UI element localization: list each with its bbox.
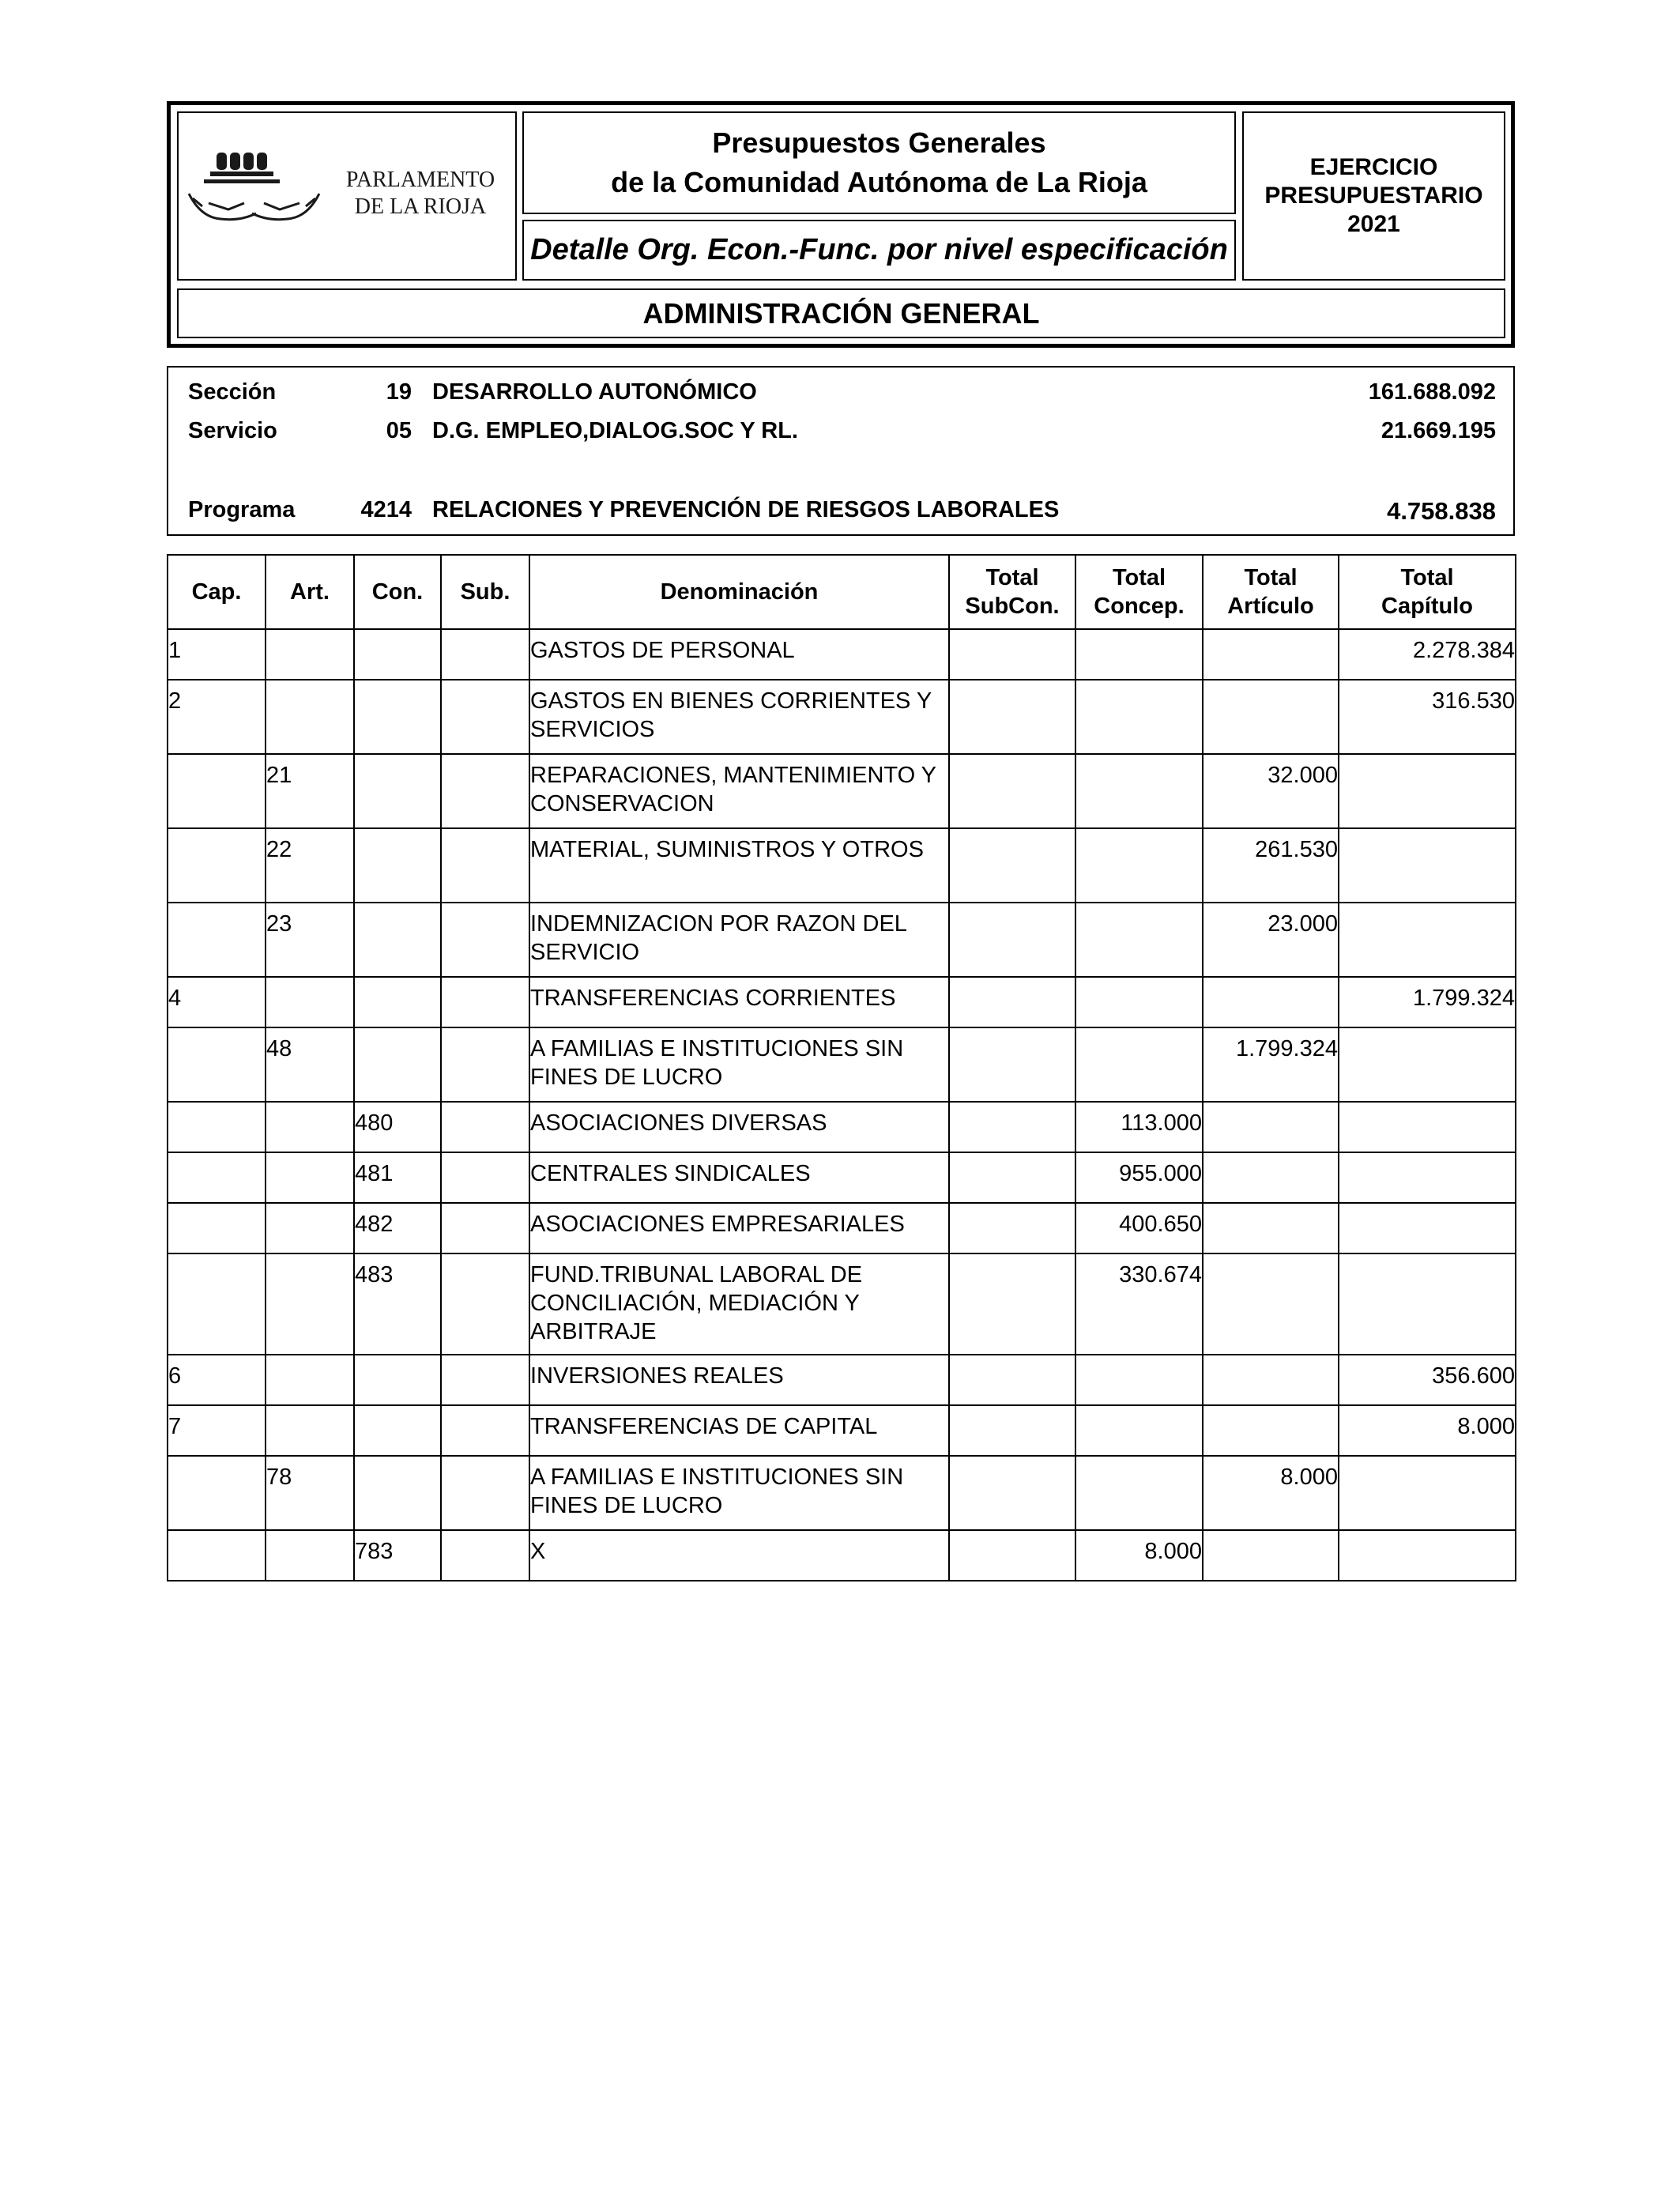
cell-con (354, 629, 441, 680)
cell-cap (168, 1102, 266, 1152)
cell-subcon (949, 754, 1075, 828)
cell-capitulo: 2.278.384 (1339, 629, 1516, 680)
servicio-amount: 21.669.195 (1381, 418, 1496, 443)
cell-sub (441, 1355, 529, 1405)
cell-den: REPARACIONES, MANTENIMIENTO Y CONSERVACION (529, 754, 949, 828)
cell-capitulo (1339, 1102, 1516, 1152)
budget-table (167, 554, 1516, 1581)
cell-articulo (1203, 1405, 1339, 1456)
seccion-name: DESARROLLO AUTONÓMICO (432, 379, 757, 405)
cell-art: 48 (266, 1027, 354, 1102)
cell-concep (1075, 754, 1203, 828)
cell-sub (441, 977, 529, 1027)
cell-cap (168, 1456, 266, 1530)
cell-cap (168, 1027, 266, 1102)
cell-concep: 113.000 (1075, 1102, 1203, 1152)
cell-art (266, 1203, 354, 1253)
cell-capitulo (1339, 1027, 1516, 1102)
cell-cap: 2 (168, 680, 266, 754)
cell-con (354, 828, 441, 903)
cell-capitulo (1339, 1253, 1516, 1355)
cell-art (266, 1405, 354, 1456)
cell-subcon (949, 828, 1075, 903)
cell-con (354, 680, 441, 754)
programa-label: Programa (188, 497, 296, 522)
cell-capitulo (1339, 1456, 1516, 1530)
cell-den: FUND.TRIBUNAL LABORAL DE CONCILIACIÓN, MEDIACIÓN Y ARBITRAJE (529, 1253, 949, 1355)
cell-sub (441, 680, 529, 754)
table-row (168, 1405, 1516, 1456)
cell-den: GASTOS EN BIENES CORRIENTES Y SERVICIOS (529, 680, 949, 754)
cell-subcon (949, 977, 1075, 1027)
header-total-concep-line2: Concep. (1094, 594, 1185, 619)
header-total-articulo (1203, 555, 1339, 629)
info-row-seccion (168, 379, 1513, 411)
cell-den: GASTOS DE PERSONAL (529, 629, 949, 680)
cell-cap (168, 1253, 266, 1355)
cell-con (354, 1027, 441, 1102)
cell-concep (1075, 1456, 1203, 1530)
header-total-subcon (949, 555, 1075, 629)
cell-con (354, 1355, 441, 1405)
table-row (168, 1152, 1516, 1203)
cell-sub (441, 1530, 529, 1581)
table-row (168, 1456, 1516, 1530)
header-total-capitulo-line1: Total (1400, 565, 1454, 590)
cell-articulo: 261.530 (1203, 828, 1339, 903)
year-line-3: 2021 (1347, 211, 1400, 237)
cell-capitulo: 356.600 (1339, 1355, 1516, 1405)
cell-subcon (949, 1530, 1075, 1581)
cell-subcon (949, 1405, 1075, 1456)
table-row (168, 1203, 1516, 1253)
table-row (168, 1253, 1516, 1355)
cell-den: X (529, 1530, 949, 1581)
cell-art (266, 629, 354, 680)
cell-cap (168, 1203, 266, 1253)
table-body (168, 629, 1516, 1581)
cell-art (266, 1152, 354, 1203)
report-subtitle: Detalle Org. Econ.-Func. por nivel especificación (530, 233, 1228, 266)
cell-den: INDEMNIZACION POR RAZON DEL SERVICIO (529, 903, 949, 977)
cell-capitulo (1339, 1203, 1516, 1253)
cell-den: ASOCIACIONES EMPRESARIALES (529, 1203, 949, 1253)
table-row (168, 1102, 1516, 1152)
cell-art (266, 1355, 354, 1405)
programa-code: 4214 (360, 497, 412, 522)
cell-cap (168, 1152, 266, 1203)
cell-sub (441, 1253, 529, 1355)
logo-box (177, 111, 517, 281)
cell-articulo (1203, 1253, 1339, 1355)
cell-cap: 4 (168, 977, 266, 1027)
info-row-programa (168, 497, 1513, 529)
cell-concep: 400.650 (1075, 1203, 1203, 1253)
cell-concep (1075, 828, 1203, 903)
cell-con (354, 754, 441, 828)
cell-concep (1075, 680, 1203, 754)
logo-text (326, 167, 515, 221)
logo-line-2: DE LA RIOJA (354, 194, 487, 219)
cell-art: 21 (266, 754, 354, 828)
cell-sub (441, 1456, 529, 1530)
table-row (168, 629, 1516, 680)
cell-art (266, 1530, 354, 1581)
cell-capitulo (1339, 754, 1516, 828)
seccion-amount: 161.688.092 (1368, 379, 1496, 405)
cell-sub (441, 1027, 529, 1102)
cell-den: CENTRALES SINDICALES (529, 1152, 949, 1203)
cell-con: 480 (354, 1102, 441, 1152)
cell-concep (1075, 1027, 1203, 1102)
cell-den: INVERSIONES REALES (529, 1355, 949, 1405)
cell-con (354, 1405, 441, 1456)
cell-sub (441, 1102, 529, 1152)
cell-concep (1075, 903, 1203, 977)
cell-con: 483 (354, 1253, 441, 1355)
info-row-servicio (168, 418, 1513, 450)
cell-cap: 1 (168, 629, 266, 680)
header-total-articulo-line1: Total (1244, 565, 1298, 590)
cell-den: TRANSFERENCIAS DE CAPITAL (529, 1405, 949, 1456)
year-box (1242, 111, 1505, 281)
cell-art: 23 (266, 903, 354, 977)
subtitle-box (522, 220, 1236, 281)
admin-title: ADMINISTRACIÓN GENERAL (642, 296, 1040, 330)
admin-box (177, 288, 1505, 338)
cell-capitulo: 316.530 (1339, 680, 1516, 754)
cell-cap: 7 (168, 1405, 266, 1456)
cell-concep (1075, 977, 1203, 1027)
table-row (168, 903, 1516, 977)
seccion-code: 19 (386, 379, 412, 405)
cell-den: A FAMILIAS E INSTITUCIONES SIN FINES DE LUCRO (529, 1456, 949, 1530)
info-box (167, 366, 1515, 536)
cell-subcon (949, 1203, 1075, 1253)
cell-sub (441, 1405, 529, 1456)
cell-con (354, 903, 441, 977)
cell-articulo (1203, 1355, 1339, 1405)
cell-concep (1075, 1405, 1203, 1456)
cell-capitulo (1339, 903, 1516, 977)
programa-amount: 4.758.838 (1387, 497, 1496, 525)
cell-den: ASOCIACIONES DIVERSAS (529, 1102, 949, 1152)
cell-den: MATERIAL, SUMINISTROS Y OTROS (529, 828, 949, 903)
cell-capitulo (1339, 828, 1516, 903)
header-total-capitulo-line2: Capítulo (1381, 594, 1473, 619)
header-denominacion: Denominación (529, 555, 949, 629)
cell-articulo (1203, 1203, 1339, 1253)
cell-subcon (949, 1456, 1075, 1530)
header-total-capitulo (1339, 555, 1516, 629)
cell-articulo (1203, 629, 1339, 680)
cell-den: A FAMILIAS E INSTITUCIONES SIN FINES DE LUCRO (529, 1027, 949, 1102)
cell-articulo (1203, 977, 1339, 1027)
table-row (168, 680, 1516, 754)
cell-art (266, 1253, 354, 1355)
seccion-label: Sección (188, 379, 277, 405)
cell-con (354, 1456, 441, 1530)
cell-articulo (1203, 1530, 1339, 1581)
title-line-2: de la Comunidad Autónoma de La Rioja (611, 166, 1147, 198)
cell-articulo (1203, 680, 1339, 754)
cell-capitulo (1339, 1152, 1516, 1203)
cell-concep (1075, 1355, 1203, 1405)
header-art: Art. (266, 555, 354, 629)
title-box (522, 111, 1236, 214)
programa-name: RELACIONES Y PREVENCIÓN DE RIESGOS LABORALES (432, 497, 1060, 522)
header-con: Con. (354, 555, 441, 629)
cell-cap (168, 1530, 266, 1581)
cell-con: 482 (354, 1203, 441, 1253)
cell-subcon (949, 1027, 1075, 1102)
cell-cap (168, 828, 266, 903)
table-row (168, 977, 1516, 1027)
cell-art (266, 1102, 354, 1152)
header-cap: Cap. (168, 555, 266, 629)
cell-capitulo (1339, 1530, 1516, 1581)
cell-con (354, 977, 441, 1027)
table-row (168, 1530, 1516, 1581)
parliament-logo-icon (185, 146, 323, 233)
cell-con: 481 (354, 1152, 441, 1203)
header-sub: Sub. (441, 555, 529, 629)
cell-articulo (1203, 1152, 1339, 1203)
cell-subcon (949, 1253, 1075, 1355)
table-row (168, 828, 1516, 903)
cell-capitulo: 1.799.324 (1339, 977, 1516, 1027)
cell-art: 78 (266, 1456, 354, 1530)
cell-subcon (949, 1102, 1075, 1152)
cell-articulo (1203, 1102, 1339, 1152)
cell-cap (168, 903, 266, 977)
cell-subcon (949, 1152, 1075, 1203)
logo-line-1: PARLAMENTO (345, 168, 495, 192)
table-row (168, 754, 1516, 828)
cell-sub (441, 1152, 529, 1203)
cell-art (266, 680, 354, 754)
year-line-2: PRESUPUESTARIO (1264, 183, 1483, 209)
header-total-subcon-line2: SubCon. (965, 594, 1060, 619)
year-line-1: EJERCICIO (1309, 154, 1438, 180)
cell-subcon (949, 680, 1075, 754)
cell-subcon (949, 903, 1075, 977)
servicio-label: Servicio (188, 418, 277, 443)
cell-sub (441, 1203, 529, 1253)
header-total-articulo-line2: Artículo (1227, 594, 1314, 619)
cell-subcon (949, 1355, 1075, 1405)
cell-articulo: 32.000 (1203, 754, 1339, 828)
cell-concep: 955.000 (1075, 1152, 1203, 1203)
cell-den: TRANSFERENCIAS CORRIENTES (529, 977, 949, 1027)
table-header-row (168, 555, 1516, 629)
table-row (168, 1355, 1516, 1405)
cell-sub (441, 629, 529, 680)
cell-articulo: 1.799.324 (1203, 1027, 1339, 1102)
cell-capitulo: 8.000 (1339, 1405, 1516, 1456)
title-line-1: Presupuestos Generales (712, 126, 1046, 159)
cell-sub (441, 828, 529, 903)
cell-art: 22 (266, 828, 354, 903)
cell-articulo: 8.000 (1203, 1456, 1339, 1530)
header-total-concep (1075, 555, 1203, 629)
cell-sub (441, 903, 529, 977)
cell-cap (168, 754, 266, 828)
servicio-name: D.G. EMPLEO,DIALOG.SOC Y RL. (432, 418, 798, 443)
header-total-concep-line1: Total (1112, 565, 1166, 590)
servicio-code: 05 (386, 418, 412, 443)
cell-con: 783 (354, 1530, 441, 1581)
cell-subcon (949, 629, 1075, 680)
cell-concep: 330.674 (1075, 1253, 1203, 1355)
cell-cap: 6 (168, 1355, 266, 1405)
cell-concep: 8.000 (1075, 1530, 1203, 1581)
header-total-subcon-line1: Total (985, 565, 1039, 590)
cell-articulo: 23.000 (1203, 903, 1339, 977)
table-row (168, 1027, 1516, 1102)
cell-sub (441, 754, 529, 828)
cell-art (266, 977, 354, 1027)
cell-concep (1075, 629, 1203, 680)
